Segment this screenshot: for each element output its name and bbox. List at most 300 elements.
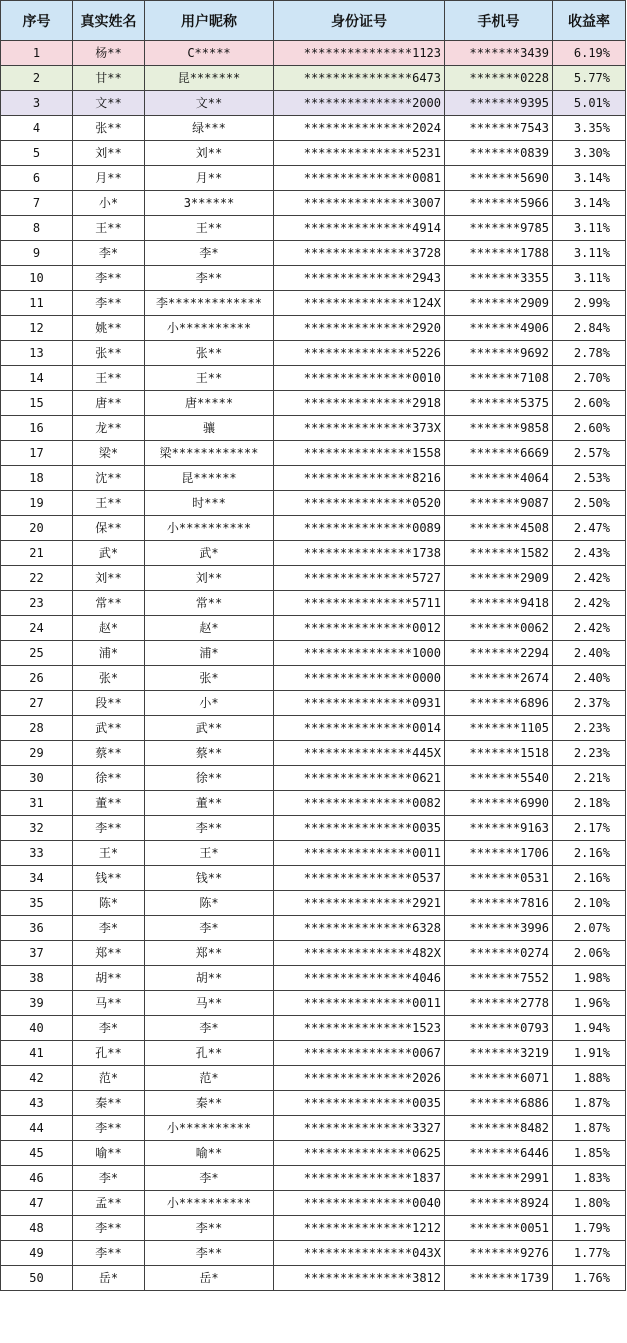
cell-id-number: ***************1837 — [274, 1166, 445, 1191]
cell-phone: *******2991 — [445, 1166, 553, 1191]
table-row — [1, 1091, 626, 1116]
cell-index: 37 — [1, 941, 73, 966]
cell-id-number: ***************6328 — [274, 916, 445, 941]
cell-index: 47 — [1, 1191, 73, 1216]
cell-return-rate: 2.70% — [553, 366, 626, 391]
cell-nickname: 小* — [145, 691, 274, 716]
cell-nickname: 李* — [145, 916, 274, 941]
cell-phone: *******9418 — [445, 591, 553, 616]
table-row — [1, 491, 626, 516]
cell-nickname: 喻** — [145, 1141, 274, 1166]
cell-id-number: ***************0537 — [274, 866, 445, 891]
header-index: 序号 — [1, 1, 73, 41]
header-phone: 手机号 — [445, 1, 553, 41]
cell-real-name: 王* — [73, 841, 145, 866]
cell-id-number: ***************1212 — [274, 1216, 445, 1241]
cell-id-number: ***************1523 — [274, 1016, 445, 1041]
cell-real-name: 杨** — [73, 41, 145, 66]
cell-id-number: ***************373X — [274, 416, 445, 441]
table-row — [1, 541, 626, 566]
cell-nickname: 李* — [145, 1016, 274, 1041]
table-row — [1, 341, 626, 366]
cell-phone: *******9692 — [445, 341, 553, 366]
table-row — [1, 891, 626, 916]
cell-real-name: 龙** — [73, 416, 145, 441]
cell-id-number: ***************0012 — [274, 616, 445, 641]
cell-phone: *******0531 — [445, 866, 553, 891]
cell-nickname: 月** — [145, 166, 274, 191]
table-row — [1, 216, 626, 241]
cell-id-number: ***************1558 — [274, 441, 445, 466]
cell-return-rate: 3.11% — [553, 216, 626, 241]
table-row — [1, 591, 626, 616]
cell-index: 16 — [1, 416, 73, 441]
table-row — [1, 1041, 626, 1066]
cell-nickname: 昆******* — [145, 66, 274, 91]
cell-id-number: ***************445X — [274, 741, 445, 766]
cell-return-rate: 2.42% — [553, 566, 626, 591]
table-row — [1, 416, 626, 441]
cell-index: 6 — [1, 166, 73, 191]
cell-nickname: 昆****** — [145, 466, 274, 491]
table-row — [1, 1016, 626, 1041]
cell-nickname: 李* — [145, 1166, 274, 1191]
cell-index: 27 — [1, 691, 73, 716]
cell-nickname: 武** — [145, 716, 274, 741]
cell-return-rate: 2.23% — [553, 741, 626, 766]
cell-nickname: 绿*** — [145, 116, 274, 141]
cell-real-name: 小* — [73, 191, 145, 216]
cell-phone: *******6071 — [445, 1066, 553, 1091]
table-row — [1, 391, 626, 416]
cell-real-name: 李** — [73, 1241, 145, 1266]
header-nickname: 用户昵称 — [145, 1, 274, 41]
cell-return-rate: 3.35% — [553, 116, 626, 141]
cell-index: 41 — [1, 1041, 73, 1066]
table-row — [1, 616, 626, 641]
cell-index: 2 — [1, 66, 73, 91]
cell-index: 11 — [1, 291, 73, 316]
cell-real-name: 赵* — [73, 616, 145, 641]
cell-phone: *******4508 — [445, 516, 553, 541]
table-row — [1, 1216, 626, 1241]
header-return-rate: 收益率 — [553, 1, 626, 41]
cell-return-rate: 1.96% — [553, 991, 626, 1016]
cell-index: 38 — [1, 966, 73, 991]
cell-return-rate: 2.47% — [553, 516, 626, 541]
cell-index: 43 — [1, 1091, 73, 1116]
cell-real-name: 岳* — [73, 1266, 145, 1291]
cell-real-name: 沈** — [73, 466, 145, 491]
cell-phone: *******0274 — [445, 941, 553, 966]
cell-return-rate: 1.91% — [553, 1041, 626, 1066]
cell-return-rate: 1.87% — [553, 1091, 626, 1116]
cell-return-rate: 2.40% — [553, 641, 626, 666]
cell-real-name: 钱** — [73, 866, 145, 891]
table-row — [1, 941, 626, 966]
cell-nickname: 陈* — [145, 891, 274, 916]
cell-phone: *******0051 — [445, 1216, 553, 1241]
cell-return-rate: 3.30% — [553, 141, 626, 166]
cell-index: 48 — [1, 1216, 73, 1241]
cell-nickname: 蔡** — [145, 741, 274, 766]
cell-id-number: ***************1000 — [274, 641, 445, 666]
cell-index: 14 — [1, 366, 73, 391]
cell-id-number: ***************0625 — [274, 1141, 445, 1166]
cell-phone: *******1105 — [445, 716, 553, 741]
cell-index: 12 — [1, 316, 73, 341]
cell-index: 25 — [1, 641, 73, 666]
cell-id-number: ***************3728 — [274, 241, 445, 266]
cell-real-name: 张** — [73, 341, 145, 366]
cell-phone: *******0839 — [445, 141, 553, 166]
table-row — [1, 666, 626, 691]
cell-index: 15 — [1, 391, 73, 416]
table-row — [1, 66, 626, 91]
table-row — [1, 1241, 626, 1266]
table-row — [1, 241, 626, 266]
cell-real-name: 李** — [73, 816, 145, 841]
cell-phone: *******6896 — [445, 691, 553, 716]
cell-index: 35 — [1, 891, 73, 916]
cell-phone: *******3439 — [445, 41, 553, 66]
cell-return-rate: 1.88% — [553, 1066, 626, 1091]
cell-return-rate: 2.57% — [553, 441, 626, 466]
table-row — [1, 316, 626, 341]
cell-nickname: 梁************ — [145, 441, 274, 466]
cell-phone: *******3219 — [445, 1041, 553, 1066]
cell-id-number: ***************0011 — [274, 841, 445, 866]
table-row — [1, 516, 626, 541]
cell-real-name: 李** — [73, 1216, 145, 1241]
cell-real-name: 孔** — [73, 1041, 145, 1066]
cell-real-name: 喻** — [73, 1141, 145, 1166]
cell-id-number: ***************3007 — [274, 191, 445, 216]
cell-id-number: ***************3327 — [274, 1116, 445, 1141]
cell-nickname: 赵* — [145, 616, 274, 641]
cell-phone: *******1582 — [445, 541, 553, 566]
cell-real-name: 王** — [73, 366, 145, 391]
cell-return-rate: 3.11% — [553, 241, 626, 266]
cell-nickname: 唐***** — [145, 391, 274, 416]
cell-id-number: ***************2920 — [274, 316, 445, 341]
cell-real-name: 梁* — [73, 441, 145, 466]
cell-real-name: 段** — [73, 691, 145, 716]
cell-phone: *******8924 — [445, 1191, 553, 1216]
cell-id-number: ***************4046 — [274, 966, 445, 991]
cell-return-rate: 2.43% — [553, 541, 626, 566]
cell-nickname: 小********** — [145, 1116, 274, 1141]
cell-real-name: 浦* — [73, 641, 145, 666]
cell-id-number: ***************0089 — [274, 516, 445, 541]
cell-phone: *******6669 — [445, 441, 553, 466]
cell-phone: *******5966 — [445, 191, 553, 216]
cell-real-name: 武** — [73, 716, 145, 741]
cell-real-name: 李** — [73, 291, 145, 316]
cell-index: 3 — [1, 91, 73, 116]
cell-id-number: ***************0040 — [274, 1191, 445, 1216]
cell-return-rate: 2.42% — [553, 591, 626, 616]
cell-index: 45 — [1, 1141, 73, 1166]
cell-id-number: ***************5711 — [274, 591, 445, 616]
cell-index: 36 — [1, 916, 73, 941]
cell-return-rate: 1.98% — [553, 966, 626, 991]
cell-id-number: ***************2026 — [274, 1066, 445, 1091]
cell-return-rate: 5.77% — [553, 66, 626, 91]
cell-phone: *******5690 — [445, 166, 553, 191]
cell-id-number: ***************2921 — [274, 891, 445, 916]
cell-nickname: 小********** — [145, 1191, 274, 1216]
cell-id-number: ***************0067 — [274, 1041, 445, 1066]
cell-return-rate: 1.94% — [553, 1016, 626, 1041]
cell-nickname: 时*** — [145, 491, 274, 516]
cell-real-name: 文** — [73, 91, 145, 116]
cell-phone: *******1788 — [445, 241, 553, 266]
table-row — [1, 991, 626, 1016]
cell-real-name: 刘** — [73, 566, 145, 591]
cell-id-number: ***************3812 — [274, 1266, 445, 1291]
cell-phone: *******3996 — [445, 916, 553, 941]
table-row — [1, 166, 626, 191]
cell-return-rate: 2.84% — [553, 316, 626, 341]
cell-return-rate: 5.01% — [553, 91, 626, 116]
cell-return-rate: 1.76% — [553, 1266, 626, 1291]
cell-return-rate: 2.10% — [553, 891, 626, 916]
cell-index: 7 — [1, 191, 73, 216]
cell-index: 22 — [1, 566, 73, 591]
cell-real-name: 李* — [73, 916, 145, 941]
cell-nickname: 李* — [145, 241, 274, 266]
cell-return-rate: 2.50% — [553, 491, 626, 516]
cell-real-name: 姚** — [73, 316, 145, 341]
cell-real-name: 胡** — [73, 966, 145, 991]
table-row — [1, 866, 626, 891]
cell-id-number: ***************2000 — [274, 91, 445, 116]
cell-index: 24 — [1, 616, 73, 641]
cell-nickname: 钱** — [145, 866, 274, 891]
cell-phone: *******2674 — [445, 666, 553, 691]
cell-return-rate: 2.60% — [553, 391, 626, 416]
cell-index: 28 — [1, 716, 73, 741]
cell-id-number: ***************5231 — [274, 141, 445, 166]
cell-nickname: 常** — [145, 591, 274, 616]
cell-id-number: ***************5727 — [274, 566, 445, 591]
cell-id-number: ***************1123 — [274, 41, 445, 66]
cell-phone: *******0228 — [445, 66, 553, 91]
cell-return-rate: 3.14% — [553, 166, 626, 191]
cell-return-rate: 1.77% — [553, 1241, 626, 1266]
cell-real-name: 马** — [73, 991, 145, 1016]
cell-phone: *******7816 — [445, 891, 553, 916]
cell-phone: *******5375 — [445, 391, 553, 416]
cell-id-number: ***************0010 — [274, 366, 445, 391]
cell-id-number: ***************0082 — [274, 791, 445, 816]
table-row — [1, 766, 626, 791]
cell-index: 32 — [1, 816, 73, 841]
cell-return-rate: 2.99% — [553, 291, 626, 316]
table-row — [1, 1116, 626, 1141]
cell-nickname: 张* — [145, 666, 274, 691]
cell-nickname: 李************* — [145, 291, 274, 316]
cell-index: 23 — [1, 591, 73, 616]
table-row — [1, 141, 626, 166]
cell-index: 44 — [1, 1116, 73, 1141]
cell-nickname: 王* — [145, 841, 274, 866]
cell-real-name: 唐** — [73, 391, 145, 416]
cell-real-name: 常** — [73, 591, 145, 616]
cell-phone: *******5540 — [445, 766, 553, 791]
table-row — [1, 1266, 626, 1291]
cell-index: 29 — [1, 741, 73, 766]
cell-phone: *******2294 — [445, 641, 553, 666]
cell-real-name: 李* — [73, 1016, 145, 1041]
cell-id-number: ***************0081 — [274, 166, 445, 191]
cell-nickname: 张** — [145, 341, 274, 366]
cell-index: 40 — [1, 1016, 73, 1041]
cell-nickname: 岳* — [145, 1266, 274, 1291]
cell-id-number: ***************0931 — [274, 691, 445, 716]
cell-phone: *******6990 — [445, 791, 553, 816]
cell-index: 46 — [1, 1166, 73, 1191]
cell-real-name: 郑** — [73, 941, 145, 966]
cell-phone: *******3355 — [445, 266, 553, 291]
cell-return-rate: 3.11% — [553, 266, 626, 291]
cell-nickname: 李** — [145, 266, 274, 291]
cell-real-name: 王** — [73, 491, 145, 516]
cell-index: 5 — [1, 141, 73, 166]
cell-return-rate: 2.78% — [553, 341, 626, 366]
cell-id-number: ***************5226 — [274, 341, 445, 366]
cell-index: 39 — [1, 991, 73, 1016]
cell-real-name: 武* — [73, 541, 145, 566]
cell-phone: *******1518 — [445, 741, 553, 766]
cell-phone: *******9858 — [445, 416, 553, 441]
cell-phone: *******9785 — [445, 216, 553, 241]
cell-real-name: 范* — [73, 1066, 145, 1091]
cell-nickname: 胡** — [145, 966, 274, 991]
cell-real-name: 秦** — [73, 1091, 145, 1116]
cell-index: 10 — [1, 266, 73, 291]
cell-nickname: 武* — [145, 541, 274, 566]
cell-id-number: ***************0035 — [274, 816, 445, 841]
cell-real-name: 甘** — [73, 66, 145, 91]
cell-phone: *******9087 — [445, 491, 553, 516]
cell-phone: *******0793 — [445, 1016, 553, 1041]
table-row — [1, 41, 626, 66]
cell-return-rate: 2.23% — [553, 716, 626, 741]
cell-id-number: ***************043X — [274, 1241, 445, 1266]
cell-real-name: 董** — [73, 791, 145, 816]
cell-index: 26 — [1, 666, 73, 691]
cell-return-rate: 2.60% — [553, 416, 626, 441]
cell-index: 19 — [1, 491, 73, 516]
cell-nickname: C***** — [145, 41, 274, 66]
cell-phone: *******2909 — [445, 566, 553, 591]
cell-return-rate: 2.42% — [553, 616, 626, 641]
table-row — [1, 741, 626, 766]
cell-id-number: ***************0035 — [274, 1091, 445, 1116]
cell-nickname: 董** — [145, 791, 274, 816]
cell-phone: *******4064 — [445, 466, 553, 491]
cell-return-rate: 2.37% — [553, 691, 626, 716]
cell-phone: *******2778 — [445, 991, 553, 1016]
header-real-name: 真实姓名 — [73, 1, 145, 41]
table-row — [1, 791, 626, 816]
table-row — [1, 641, 626, 666]
cell-return-rate: 2.17% — [553, 816, 626, 841]
table-row — [1, 191, 626, 216]
cell-real-name: 陈* — [73, 891, 145, 916]
cell-phone: *******9276 — [445, 1241, 553, 1266]
cell-id-number: ***************6473 — [274, 66, 445, 91]
cell-return-rate: 1.85% — [553, 1141, 626, 1166]
cell-nickname: 郑** — [145, 941, 274, 966]
cell-real-name: 李* — [73, 241, 145, 266]
table-row — [1, 1191, 626, 1216]
table-row — [1, 116, 626, 141]
cell-nickname: 王** — [145, 366, 274, 391]
table-row — [1, 916, 626, 941]
cell-id-number: ***************2024 — [274, 116, 445, 141]
cell-real-name: 孟** — [73, 1191, 145, 1216]
cell-index: 21 — [1, 541, 73, 566]
table-row — [1, 691, 626, 716]
table-row — [1, 966, 626, 991]
cell-id-number: ***************482X — [274, 941, 445, 966]
cell-real-name: 李** — [73, 266, 145, 291]
cell-return-rate: 1.79% — [553, 1216, 626, 1241]
cell-id-number: ***************4914 — [274, 216, 445, 241]
cell-index: 18 — [1, 466, 73, 491]
cell-return-rate: 1.80% — [553, 1191, 626, 1216]
cell-id-number: ***************0621 — [274, 766, 445, 791]
cell-real-name: 刘** — [73, 141, 145, 166]
cell-nickname: 李** — [145, 1216, 274, 1241]
cell-real-name: 保** — [73, 516, 145, 541]
header-row — [1, 1, 626, 41]
cell-id-number: ***************0000 — [274, 666, 445, 691]
cell-return-rate: 2.06% — [553, 941, 626, 966]
cell-phone: *******8482 — [445, 1116, 553, 1141]
cell-return-rate: 2.16% — [553, 866, 626, 891]
cell-phone: *******9163 — [445, 816, 553, 841]
cell-index: 31 — [1, 791, 73, 816]
cell-id-number: ***************1738 — [274, 541, 445, 566]
cell-real-name: 徐** — [73, 766, 145, 791]
cell-real-name: 李** — [73, 1116, 145, 1141]
cell-index: 4 — [1, 116, 73, 141]
cell-id-number: ***************0520 — [274, 491, 445, 516]
cell-id-number: ***************124X — [274, 291, 445, 316]
cell-phone: *******7543 — [445, 116, 553, 141]
cell-index: 50 — [1, 1266, 73, 1291]
cell-nickname: 徐** — [145, 766, 274, 791]
cell-phone: *******9395 — [445, 91, 553, 116]
cell-nickname: 小********** — [145, 316, 274, 341]
cell-return-rate: 2.16% — [553, 841, 626, 866]
table-header — [1, 1, 626, 41]
cell-nickname: 王** — [145, 216, 274, 241]
cell-return-rate: 2.18% — [553, 791, 626, 816]
cell-index: 42 — [1, 1066, 73, 1091]
cell-nickname: 刘** — [145, 141, 274, 166]
cell-real-name: 月** — [73, 166, 145, 191]
cell-nickname: 刘** — [145, 566, 274, 591]
table-row — [1, 1141, 626, 1166]
cell-return-rate: 1.83% — [553, 1166, 626, 1191]
table-row — [1, 291, 626, 316]
table-row — [1, 266, 626, 291]
